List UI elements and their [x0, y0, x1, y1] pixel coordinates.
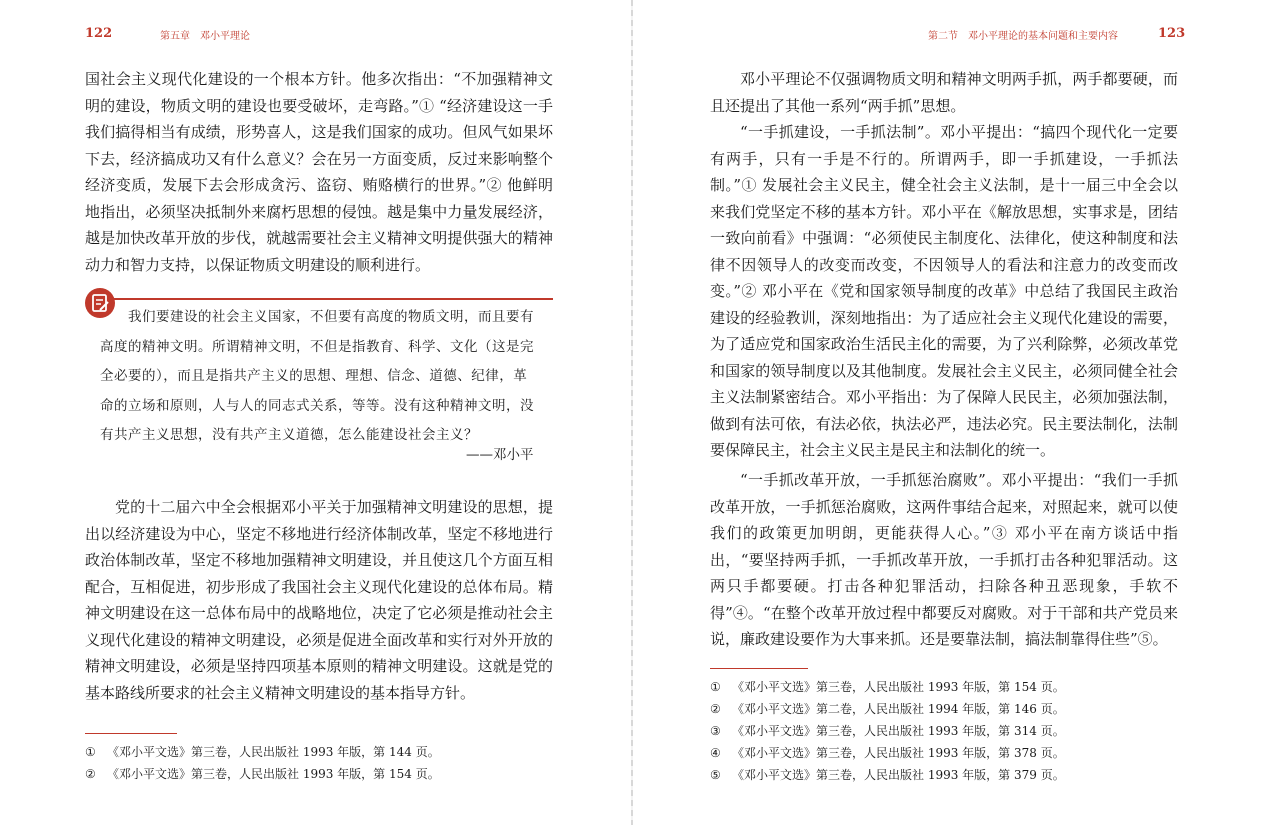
running-header: 第五章 邓小平理论 [160, 31, 250, 42]
body-paragraph: 党的十二届六中全会根据邓小平关于加强精神文明建设的思想，提出以经济建设为中心，坚定不移地进行经济体制改革，坚定不移地进行政治体制改革，坚定不移地加强精神文明建设，并且使这几个方面互相配合，互相促进，初步形成了我国社会主义现代化建设的总体布局。精神文明建设在这一总体布局中的战略地位，决定了它必须是推动社会主义现代化建设的精神文明建设，必须是促进全面改革和实行对外开放的精神文明建设，必须是坚持四项基本原则的精神文明建设。这就是党的基本路线所要求的社会主义精神文明建设的基本指导方针。 [85, 498, 553, 702]
quote-divider [114, 298, 553, 300]
right-page [633, 0, 1264, 825]
footnote-list [85, 741, 440, 785]
footnote: ③ 《邓小平文选》第三卷，人民出版社 1993 年版，第 314 页。 [710, 724, 1065, 738]
page-number: 123 [1158, 26, 1186, 41]
footnote: ⑤ 《邓小平文选》第三卷，人民出版社 1993 年版，第 379 页。 [710, 768, 1065, 782]
footnote-list [710, 676, 1065, 786]
footnote: ① 《邓小平文选》第三卷，人民出版社 1993 年版，第 144 页。 [85, 745, 440, 759]
body-paragraph: “一手抓改革开放，一手抓惩治腐败”。邓小平提出：“我们一手抓改革开放，一手抓惩治腐败，这两件事结合起来，对照起来，就可以使我们的政策更加明朗，更能获得人心。”③ 邓小平在南方谈话中指出，“要坚持两手抓，一手抓改革开放，一手抓打击各种犯罪活动。这两只手都要硬。打击各种犯罪活动，扫除各种丑恶现象，手软不得”④。“在整个改革开放过程中都要反对腐败。对于干部和共产党员来说，廉政建设要作为大事来抓。还是要靠法制，搞法制靠得住些”⑤。 [710, 471, 1178, 648]
body-paragraph: 国社会主义现代化建设的一个根本方针。他多次指出：“不加强精神文明的建设，物质文明的建设也要受破坏，走弯路。”① “经济建设这一手我们搞得相当有成绩，形势喜人，这是我们国家的成功。但风气如果坏下去，经济搞成功又有什么意义？会在另一方面变质，反过来影响整个经济变质，发展下去会形成贪污、盗窃、贿赂横行的世界。”② 他鲜明地指出，必须坚决抵制外来腐朽思想的侵蚀。越是集中力量发展经济，越是加快改革开放的步伐，就越需要社会主义精神文明提供强大的精神动力和智力支持，以保证物质文明建设的顺利进行。 [85, 70, 553, 274]
body-paragraph: “一手抓建设，一手抓法制”。邓小平提出：“搞四个现代化一定要有两手，只有一手是不行的。所谓两手，即一手抓建设，一手抓法制。”① 发展社会主义民主，健全社会主义法制，是十一届三中全会以来我们党坚定不移的基本方针。邓小平在《解放思想，实事求是，团结一致向前看》中强调：“必须使民主制度化、法律化，使这种制度和法律不因领导人的改变而改变，不因领导人的看法和注意力的改变而改变。”② 邓小平在《党和国家领导制度的改革》中总结了我国民主政治建设的经验教训，深刻地指出：为了适应社会主义现代化建设的需要，为了适应党和国家政治生活民主化的需要，为了兴利除弊，必须改革党和国家的领导制度以及其他制度。发展社会主义民主，必须同健全社会主义法制紧密结合。邓小平指出：为了保障人民民主，必须加强法制，做到有法可依，有法必依，执法必严，违法必究。民主要法制化，法制要保障民主，社会主义民主是民主和法制化的统一。 [710, 123, 1178, 459]
footnote: ② 《邓小平文选》第三卷，人民出版社 1993 年版，第 154 页。 [85, 767, 440, 781]
quote-text: 我们要建设的社会主义国家，不但要有高度的物质文明，而且要有高度的精神文明。所谓精神文明，不但是指教育、科学、文化（这是完全必要的），而且是指共产主义的思想、理想、信念、道德、纪律，革命的立场和原则，人与人的同志式关系，等等。没有这种精神文明，没有共产主义思想，没有共产主义道德，怎么能建设社会主义？ [100, 309, 534, 443]
footnote: ② 《邓小平文选》第二卷，人民出版社 1994 年版，第 146 页。 [710, 702, 1065, 716]
footnote-divider [710, 668, 808, 669]
page-number: 122 [85, 26, 113, 41]
footnote-divider [85, 733, 177, 734]
footnote: ④ 《邓小平文选》第三卷，人民出版社 1993 年版，第 378 页。 [710, 746, 1065, 760]
footnote: ① 《邓小平文选》第三卷，人民出版社 1993 年版，第 154 页。 [710, 680, 1065, 694]
running-header: 第二节 邓小平理论的基本问题和主要内容 [928, 31, 1118, 42]
body-paragraph: 邓小平理论不仅强调物质文明和精神文明两手抓，两手都要硬，而且还提出了其他一系列“两手抓”思想。 [710, 70, 1178, 115]
left-page [0, 0, 631, 825]
quote-attribution: ——邓小平 [466, 447, 534, 463]
